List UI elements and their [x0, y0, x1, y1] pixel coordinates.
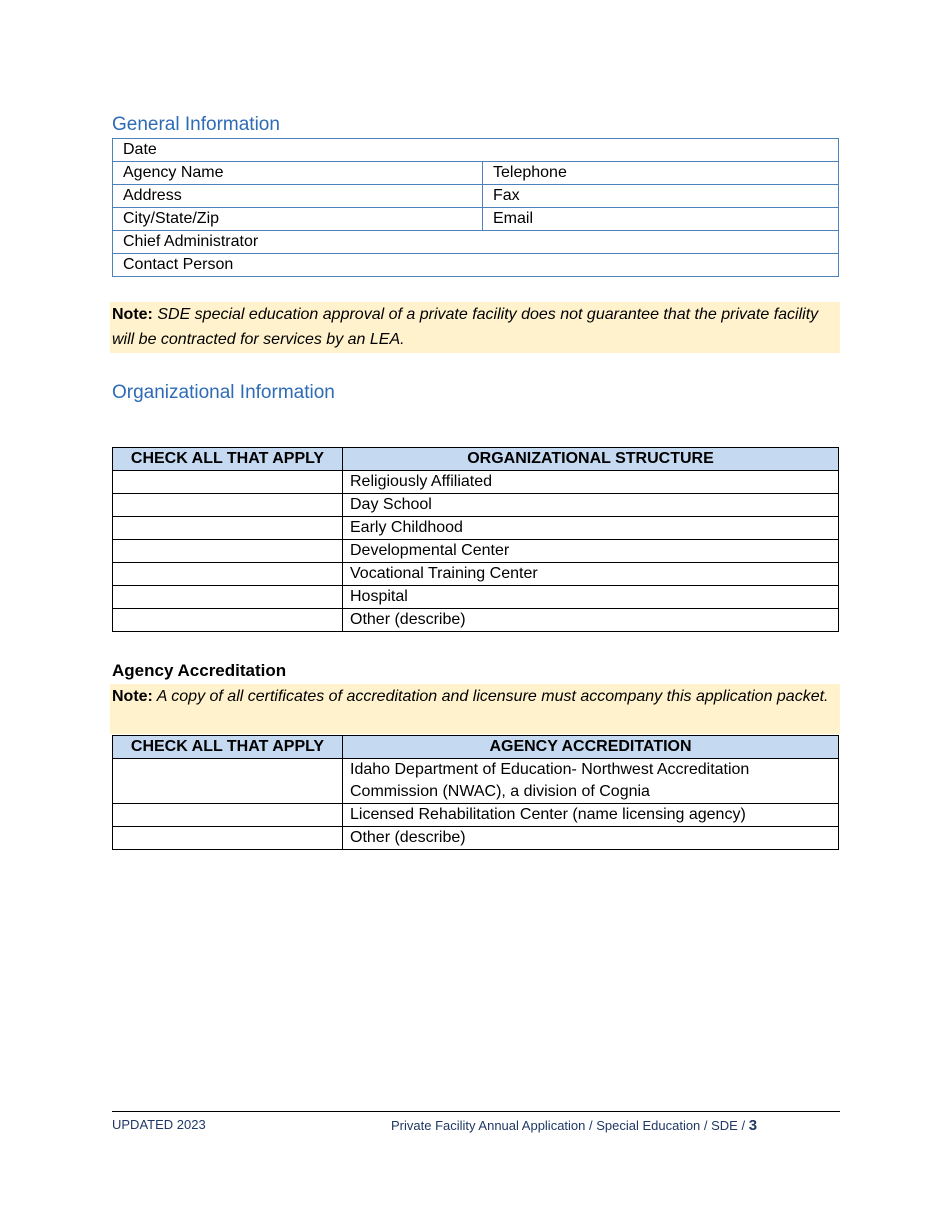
check-cell[interactable]: [113, 759, 343, 804]
check-cell[interactable]: [113, 804, 343, 827]
table-row: [113, 254, 839, 277]
note-text: SDE special education approval of a private facility does not guarantee that the private facility will be contracted for services by an LEA.: [112, 306, 819, 348]
check-cell[interactable]: [113, 540, 343, 563]
general-info-table: [112, 138, 839, 277]
fax-field[interactable]: Fax: [483, 185, 839, 208]
check-cell[interactable]: [113, 827, 343, 850]
general-info-heading: General Information: [112, 114, 280, 135]
column-header: CHECK ALL THAT APPLY: [113, 448, 343, 471]
column-header: ORGANIZATIONAL STRUCTURE: [343, 448, 839, 471]
agency-accreditation-table: [112, 735, 839, 850]
table-row: [113, 185, 839, 208]
accreditation-label: Idaho Department of Education- Northwest Accreditation Commission (NWAC), a division of Cognia: [343, 759, 839, 804]
accreditation-note: [110, 684, 840, 734]
check-cell[interactable]: [113, 609, 343, 632]
check-cell[interactable]: [113, 517, 343, 540]
telephone-field[interactable]: Telephone: [483, 162, 839, 185]
footer-title: [391, 1117, 757, 1134]
organizational-info-heading: Organizational Information: [112, 382, 335, 403]
structure-label: Early Childhood: [343, 517, 839, 540]
table-header-row: [113, 448, 839, 471]
table-row: [113, 231, 839, 254]
accreditation-label: Other (describe): [343, 827, 839, 850]
approval-note: [110, 302, 840, 353]
structure-label: Vocational Training Center: [343, 563, 839, 586]
date-field[interactable]: Date: [113, 139, 839, 162]
structure-label: Other (describe): [343, 609, 839, 632]
table-row: [113, 563, 839, 586]
structure-label: Religiously Affiliated: [343, 471, 839, 494]
check-cell[interactable]: [113, 494, 343, 517]
table-row: [113, 208, 839, 231]
table-row: [113, 494, 839, 517]
agency-accreditation-heading: Agency Accreditation: [112, 661, 287, 680]
contact-person-field[interactable]: Contact Person: [113, 254, 839, 277]
table-row: [113, 471, 839, 494]
table-row: [113, 586, 839, 609]
table-row: [113, 609, 839, 632]
table-row: [113, 540, 839, 563]
accreditation-label: Licensed Rehabilitation Center (name licensing agency): [343, 804, 839, 827]
check-cell[interactable]: [113, 563, 343, 586]
table-row: [113, 162, 839, 185]
table-row: [113, 139, 839, 162]
email-field[interactable]: Email: [483, 208, 839, 231]
structure-label: Hospital: [343, 586, 839, 609]
column-header: AGENCY ACCREDITATION: [343, 736, 839, 759]
column-header: CHECK ALL THAT APPLY: [113, 736, 343, 759]
page-number: 3: [748, 1117, 758, 1134]
organizational-structure-table: [112, 447, 839, 632]
note-label: Note:: [112, 306, 153, 323]
chief-administrator-field[interactable]: Chief Administrator: [113, 231, 839, 254]
table-row: [113, 517, 839, 540]
table-row: [113, 759, 839, 804]
check-cell[interactable]: [113, 586, 343, 609]
footer-updated: UPDATED 2023: [112, 1117, 206, 1132]
city-state-zip-field[interactable]: City/State/Zip: [113, 208, 483, 231]
note-label: Note:: [112, 688, 153, 705]
check-cell[interactable]: [113, 471, 343, 494]
agency-name-field[interactable]: Agency Name: [113, 162, 483, 185]
address-field[interactable]: Address: [113, 185, 483, 208]
structure-label: Developmental Center: [343, 540, 839, 563]
table-row: [113, 804, 839, 827]
note-text: A copy of all certificates of accreditation and licensure must accompany this application packet.: [152, 688, 829, 705]
table-row: [113, 827, 839, 850]
footer-divider: [112, 1111, 840, 1112]
table-header-row: [113, 736, 839, 759]
footer-title-text: Private Facility Annual Application / Special Education / SDE /: [391, 1118, 749, 1133]
structure-label: Day School: [343, 494, 839, 517]
